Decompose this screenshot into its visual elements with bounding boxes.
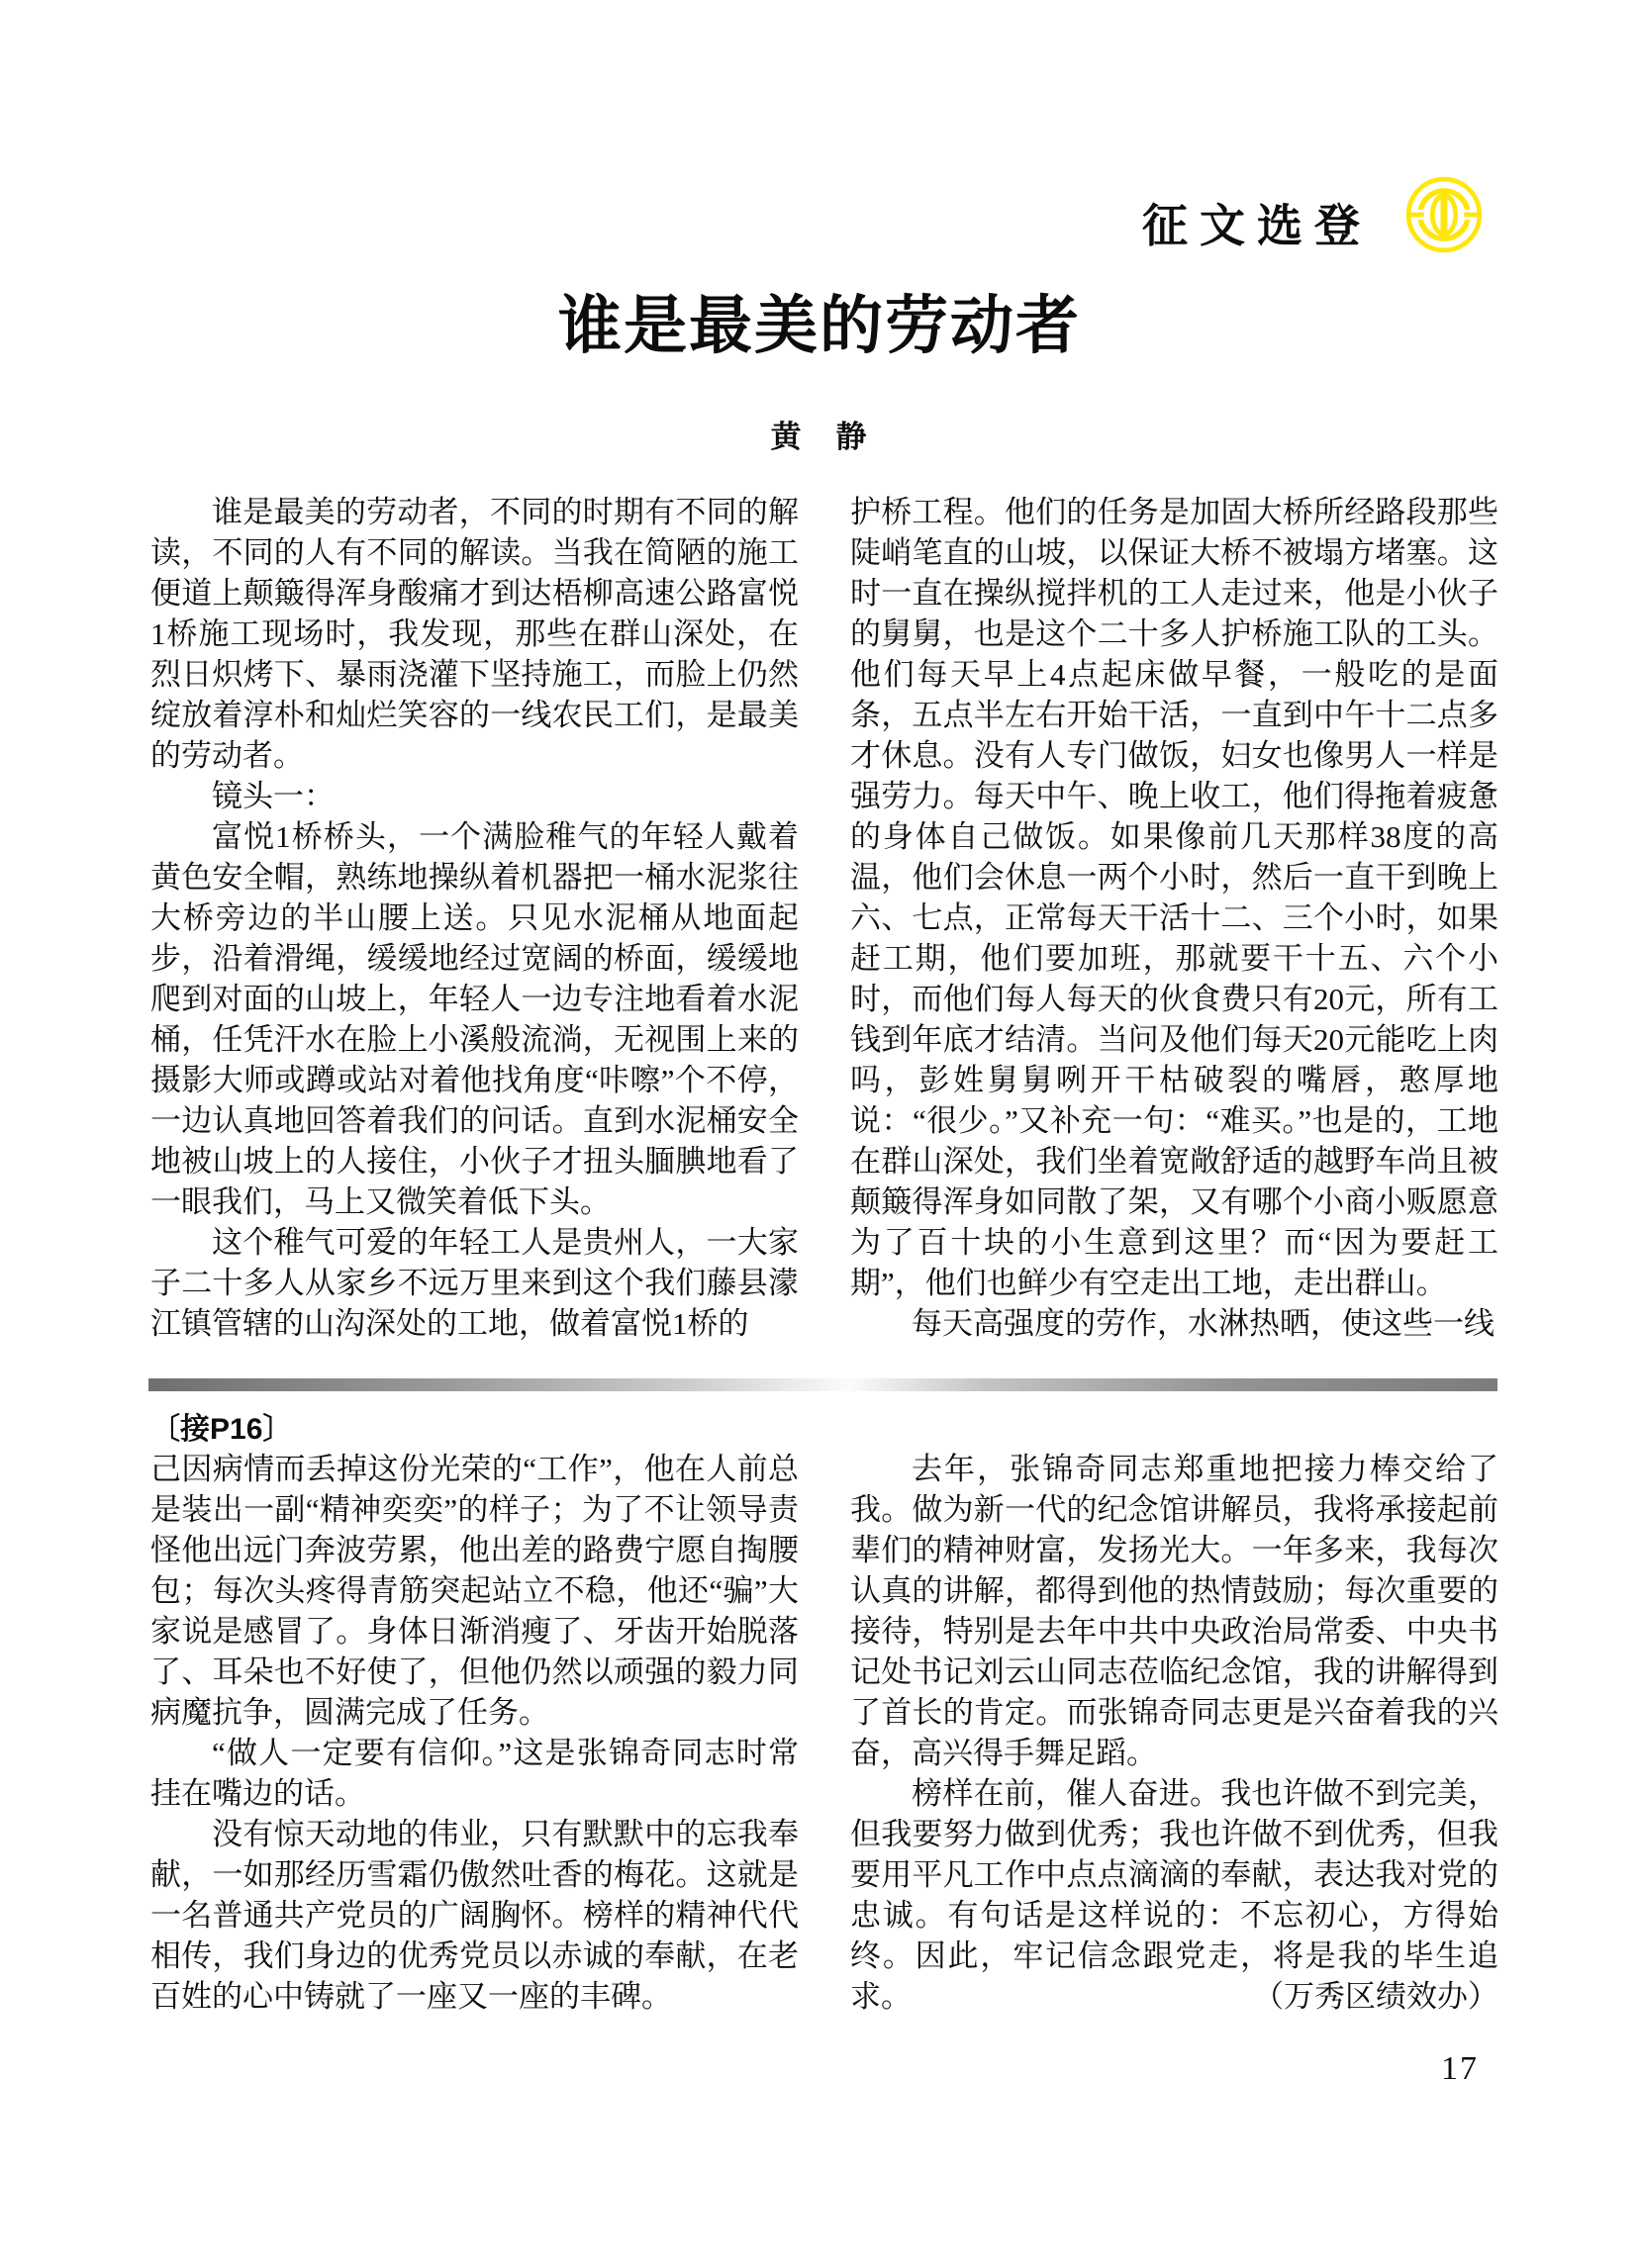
article-bottom-left-column xyxy=(150,1413,799,2027)
paragraph: 每天高强度的劳作，水淋热晒，使这些一线 xyxy=(912,1306,1494,1341)
column-label: 征文选登 xyxy=(1142,200,1372,251)
paragraph: 榜样在前，催人奋进。我也许做不到完美，但我要努力做到优秀；我也许做不到优秀，但我要用平凡工作中点点滴滴的奉献，表达我对党的忠诚。有句话是这样说的：不忘初心，方得始终。因此，牢记信念跟党走，将是我的毕生追求。 xyxy=(850,1776,1498,2014)
article-bottom-right-column xyxy=(850,1413,1498,2027)
paragraph: 去年，张锦奇同志郑重地把接力棒交给了我。做为新一代的纪念馆讲解员，我将承接起前辈们的精神财富，发扬光大。一年多来，我每次认真的讲解，都得到他的热情鼓励；每次重要的接待，特别是去年中共中央政治局常委、中央书记处书记刘云山同志莅临纪念馆，我的讲解得到了首长的肯定。而张锦奇同志更是兴奋着我的兴奋，高兴得手舞足蹈。 xyxy=(850,1452,1498,1770)
paragraph: 己因病情而丢掉这份光荣的“工作”，他在人前总是装出一副“精神奕奕”的样子；为了不让领导责怪他出远门奔波劳累，他出差的路费宁愿自掏腰包；每次头疼得青筋突起站立不稳，他还“骗”大家说是感冒了。身体日渐消瘦了、牙齿开始脱落了、耳朵也不好使了，但他仍然以顽强的毅力同病魔抗争，圆满完成了任务。 xyxy=(150,1452,799,1730)
article-author: 黄 静 xyxy=(770,420,869,454)
article-top-right-column xyxy=(850,492,1498,1345)
paragraph: 这个稚气可爱的年轻工人是贵州人，一大家子二十多人从家乡不远万里来到这个我们藤县濛江镇管辖的山沟深处的工地，做着富悦1桥的 xyxy=(150,1225,799,1341)
signature: （万秀区绩效办） xyxy=(1253,1979,1498,2014)
union-logo-icon xyxy=(1405,176,1483,253)
page-number: 17 xyxy=(1441,2050,1479,2087)
article-top-left-column xyxy=(150,492,799,1345)
masthead xyxy=(1142,176,1483,253)
continuation-label: 〔接P16〕 xyxy=(150,1413,293,1446)
paragraph: 没有惊天动地的伟业，只有默默中的忘我奉献，一如那经历雪霜仍傲然吐香的梅花。这就是一名普通共产党员的广阔胸怀。榜样的精神代代相传，我们身边的优秀党员以赤诚的奉献，在老百姓的心中铸就了一座又一座的丰碑。 xyxy=(150,1817,799,2014)
article-body-top xyxy=(150,492,1498,1345)
continuation-left-paragraphs xyxy=(150,1449,799,2017)
paragraph: 护桥工程。他们的任务是加固大桥所经路段那些陡峭笔直的山坡，以保证大桥不被塌方堵塞。这时一直在操纵搅拌机的工人走过来，他是小伙子的舅舅，也是这个二十多人护桥施工队的工头。他们每天早上4点起床做早餐，一般吃的是面条，五点半左右开始干活，一直到中午十二点多才休息。没有人专门做饭，妇女也像男人一样是强劳力。每天中午、晚上收工，他们得拖着疲惫的身体自己做饭。如果像前几天那样38度的高温，他们会休息一两个小时，然后一直干到晚上六、七点，正常每天干活十二、三个小时，如果赶工期，他们要加班，那就要干十五、六个小时，而他们每人每天的伙食费只有20元，所有工钱到年底才结清。当问及他们每天20元能吃上肉吗，彭姓舅舅咧开干枯破裂的嘴唇，憨厚地说：“很少。”又补充一句：“难买。”也是的，工地在群山深处，我们坐着宽敞舒适的越野车尚且被颠簸得浑身如同散了架，又有哪个小商小贩愿意为了百十块的小生意到这里？而“因为要赶工期”，他们也鲜少有空走出工地，走出群山。 xyxy=(850,495,1498,1300)
paragraph: 镜头一： xyxy=(212,779,335,813)
paragraph: “做人一定要有信仰。”这是张锦奇同志时常挂在嘴边的话。 xyxy=(150,1736,799,1811)
paragraph: 谁是最美的劳动者，不同的时期有不同的解读，不同的人有不同的解读。当我在简陋的施工便道上颠簸得浑身酸痛才到达梧柳高速公路富悦1桥施工现场时，我发现，那些在群山深处，在烈日炽烤下、暴雨浇灌下坚持施工，而脸上仍然绽放着淳朴和灿烂笑容的一线农民工们，是最美的劳动者。 xyxy=(150,495,799,773)
article-title: 谁是最美的劳动者 xyxy=(558,291,1081,361)
continuation-right-paragraphs xyxy=(850,1449,1498,2017)
section-divider xyxy=(148,1378,1497,1391)
article-body-bottom xyxy=(150,1413,1498,2027)
paragraph: 富悦1桥桥头，一个满脸稚气的年轻人戴着黄色安全帽，熟练地操纵着机器把一桶水泥浆往大桥旁边的半山腰上送。只见水泥桶从地面起步，沿着滑绳，缓缓地经过宽阔的桥面，缓缓地爬到对面的山坡上，年轻人一边专注地看着水泥桶，任凭汗水在脸上小溪般流淌，无视围上来的摄影大师或蹲或站对着他找角度“咔嚓”个不停，一边认真地回答着我们的问话。直到水泥桶安全地被山坡上的人接住，小伙子才扭头腼腆地看了一眼我们，马上又微笑着低下头。 xyxy=(150,819,799,1219)
